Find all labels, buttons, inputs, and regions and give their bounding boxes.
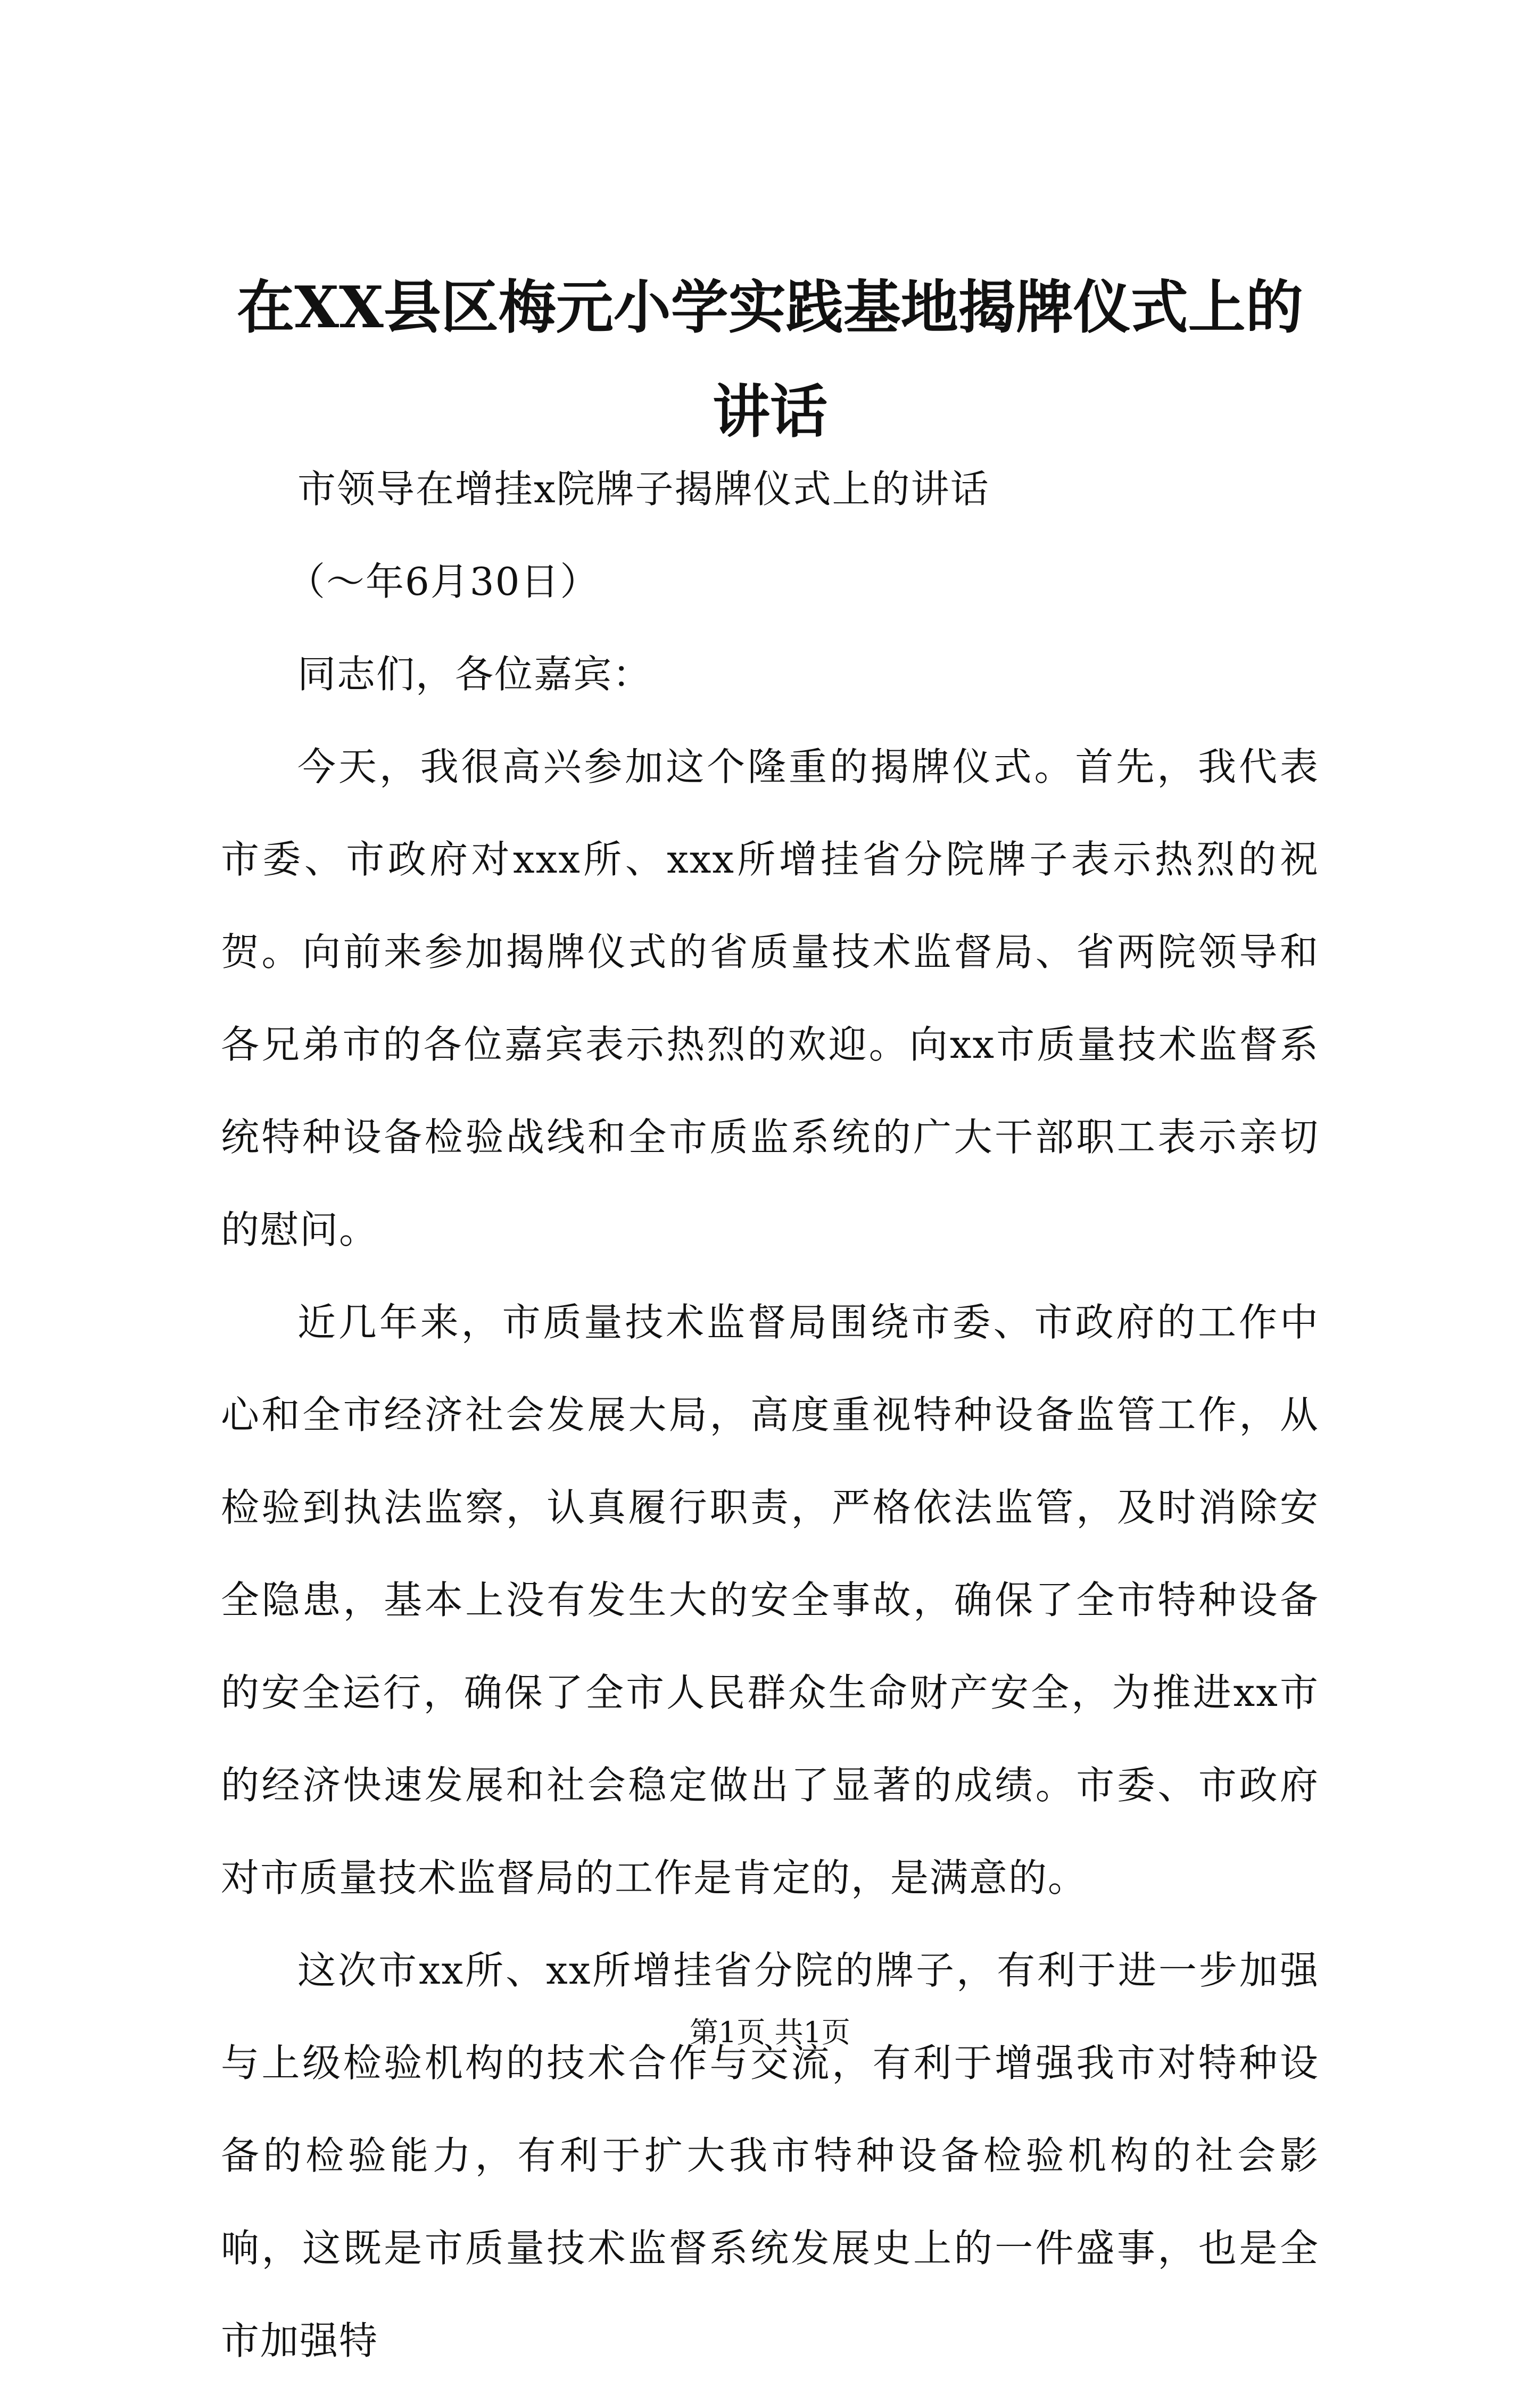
- paragraph-subtitle: 市领导在增挂x院牌子揭牌仪式上的讲话: [297, 467, 990, 511]
- paragraph-salutation: 同志们，各位嘉宾：: [297, 652, 652, 697]
- paragraph-body: 今天，我很高兴参加这个隆重的揭牌仪式。首先，我代表市委、市政府对xxx所、xxx所增挂省分院牌子表示热烈的祝贺。向前来参加揭牌仪式的省质量技术监督局、省两院领导和各兄弟市的各位嘉宾表示热烈的欢迎。向xx市质量技术监督系统特种设备检验战线和全市质监系统的广大干部职工表示亲切的慰问。: [221, 744, 1319, 1252]
- page-footer: 第1页 共1页: [690, 2016, 850, 2049]
- paragraph-date: （～年6月30日）: [287, 559, 600, 604]
- document-body: [221, 443, 1319, 2387]
- document-title: 在XX县区梅元小学实践基地揭牌仪式上的讲话: [237, 274, 1303, 445]
- paragraph-body: 近几年来，市质量技术监督局围绕市委、市政府的工作中心和全市经济社会发展大局，高度重视特种设备监管工作，从检验到执法监察，认真履行职责，严格依法监管，及时消除安全隐患，基本上没有发生大的安全事故，确保了全市特种设备的安全运行，确保了全市人民群众生命财产安全，为推进xx市的经济快速发展和社会稳定做出了显著的成绩。市委、市政府对市质量技术监督局的工作是肯定的，是满意的。: [221, 1300, 1319, 1900]
- paragraph-body: 这次市xx所、xx所增挂省分院的牌子，有利于进一步加强与上级检验机构的技术合作与交流，有利于增强我市对特种设备的检验能力，有利于扩大我市特种设备检验机构的社会影响，这既是市质量技术监督系统发展史上的一件盛事，也是全市加强特: [221, 1948, 1319, 2363]
